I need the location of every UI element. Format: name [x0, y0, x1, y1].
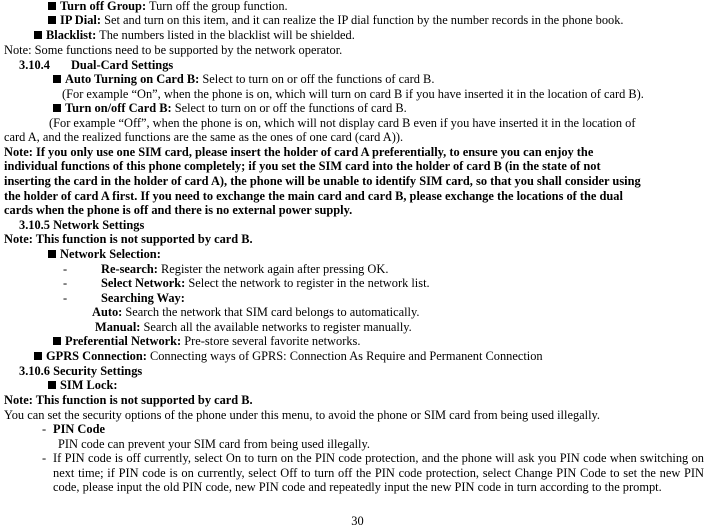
pin-code-description: PIN code can prevent your SIM card from being used illegally.: [58, 437, 370, 451]
note-sim-line-4: the holder of card A first. If you need to exchange the main card and card B, please exchange the locations of the dual: [4, 189, 623, 203]
item-blacklist: Blacklist: The numbers listed in the blacklist will be shielded.: [34, 28, 355, 43]
square-bullet-icon: [53, 75, 61, 83]
item-auto-turning-card-b: Auto Turning on Card B: Select to turn on or off the functions of card B.: [53, 72, 434, 87]
item-auto: Auto: Search the network that SIM card belongs to automatically.: [92, 305, 420, 319]
item-ip-dial: IP Dial: Set and turn on this item, and it can realize the IP dial function by the number records in the phone book.: [48, 13, 624, 28]
item-sim-lock: SIM Lock:: [48, 378, 117, 393]
item-select-network: Select Network: Select the network to register in the network list.: [101, 276, 430, 290]
dash-bullet: -: [63, 262, 68, 276]
section-heading-3106: 3.10.6 Security Settings: [19, 364, 143, 378]
turn-onoff-example-line-2: card A, and the realized functions are the same as the ones of one card (card A)).: [4, 130, 404, 144]
note-sim-line-2: individual functions of this phone completely; if you set the SIM card into the holder of card B (in the state of not: [4, 159, 601, 173]
square-bullet-icon: [48, 381, 56, 389]
note-network-operator: Note: Some functions need to be supported by the network operator.: [4, 43, 343, 57]
dash-bullet: -: [42, 451, 47, 465]
page-number: 30: [351, 514, 364, 528]
item-preferential-network: Preferential Network: Pre-store several favorite networks.: [53, 334, 360, 349]
square-bullet-icon: [34, 352, 42, 360]
note-sim-line-5: cards when the phone is off and there is no external power supply.: [4, 203, 353, 217]
square-bullet-icon: [53, 337, 61, 345]
square-bullet-icon: [48, 16, 56, 24]
square-bullet-icon: [48, 250, 56, 258]
auto-turning-example: (For example “On”, when the phone is on, which will turn on card B if you have inserted it in the location of card B).: [62, 87, 644, 101]
dash-bullet: -: [63, 291, 68, 305]
section-heading-3104: 3.10.4 Dual-Card Settings: [19, 58, 174, 72]
item-manual: Manual: Search all the available networks to register manually.: [95, 320, 412, 334]
square-bullet-icon: [34, 31, 42, 39]
dash-bullet: -: [42, 422, 47, 436]
square-bullet-icon: [48, 2, 56, 10]
item-gprs-connection: GPRS Connection: Connecting ways of GPRS: Connection As Require and Permanent Connection: [34, 349, 543, 364]
item-turn-onoff-card-b: Turn on/off Card B: Select to turn on or off the functions of card B.: [53, 101, 407, 116]
note-not-supported-card-b: Note: This function is not supported by card B.: [4, 393, 253, 407]
note-not-supported-card-b: Note: This function is not supported by card B.: [4, 232, 253, 246]
item-turn-off-group: Turn off Group: Turn off the group function.: [48, 0, 288, 14]
dash-bullet: -: [63, 276, 68, 290]
item-pin-code: PIN Code: [53, 422, 105, 436]
item-network-selection: Network Selection:: [48, 247, 161, 262]
security-intro: You can set the security options of the phone under this menu, to avoid the phone or SIM card from being used illegally.: [4, 408, 601, 422]
pin-code-paragraph: If PIN code is off currently, select On to turn on the PIN code protection, and the phone will ask you PIN code when switching on next time; if PIN code is on currently, select Off to turn off the PIN code protection, select Change PIN Code to set the new PIN code, please input the old PIN code, new PIN code and repeatedly input the new PIN code in turn according to the prompt.: [53, 451, 704, 495]
section-heading-3105: 3.10.5 Network Settings: [19, 218, 145, 232]
note-sim-line-1: Note: If you only use one SIM card, please insert the holder of card A preferentially, to ensure you can enjoy the: [4, 145, 594, 159]
item-re-search: Re-search: Register the network again after pressing OK.: [101, 262, 389, 276]
turn-onoff-example-line-1: (For example “Off”, when the phone is on, which will not display card B even if you have inserted it in the location of: [49, 116, 636, 130]
item-searching-way: Searching Way:: [101, 291, 185, 305]
square-bullet-icon: [53, 104, 61, 112]
note-sim-line-3: inserting the card in the holder of card A), the phone will be unable to identify SIM card, so that you shall consider using: [4, 174, 641, 188]
